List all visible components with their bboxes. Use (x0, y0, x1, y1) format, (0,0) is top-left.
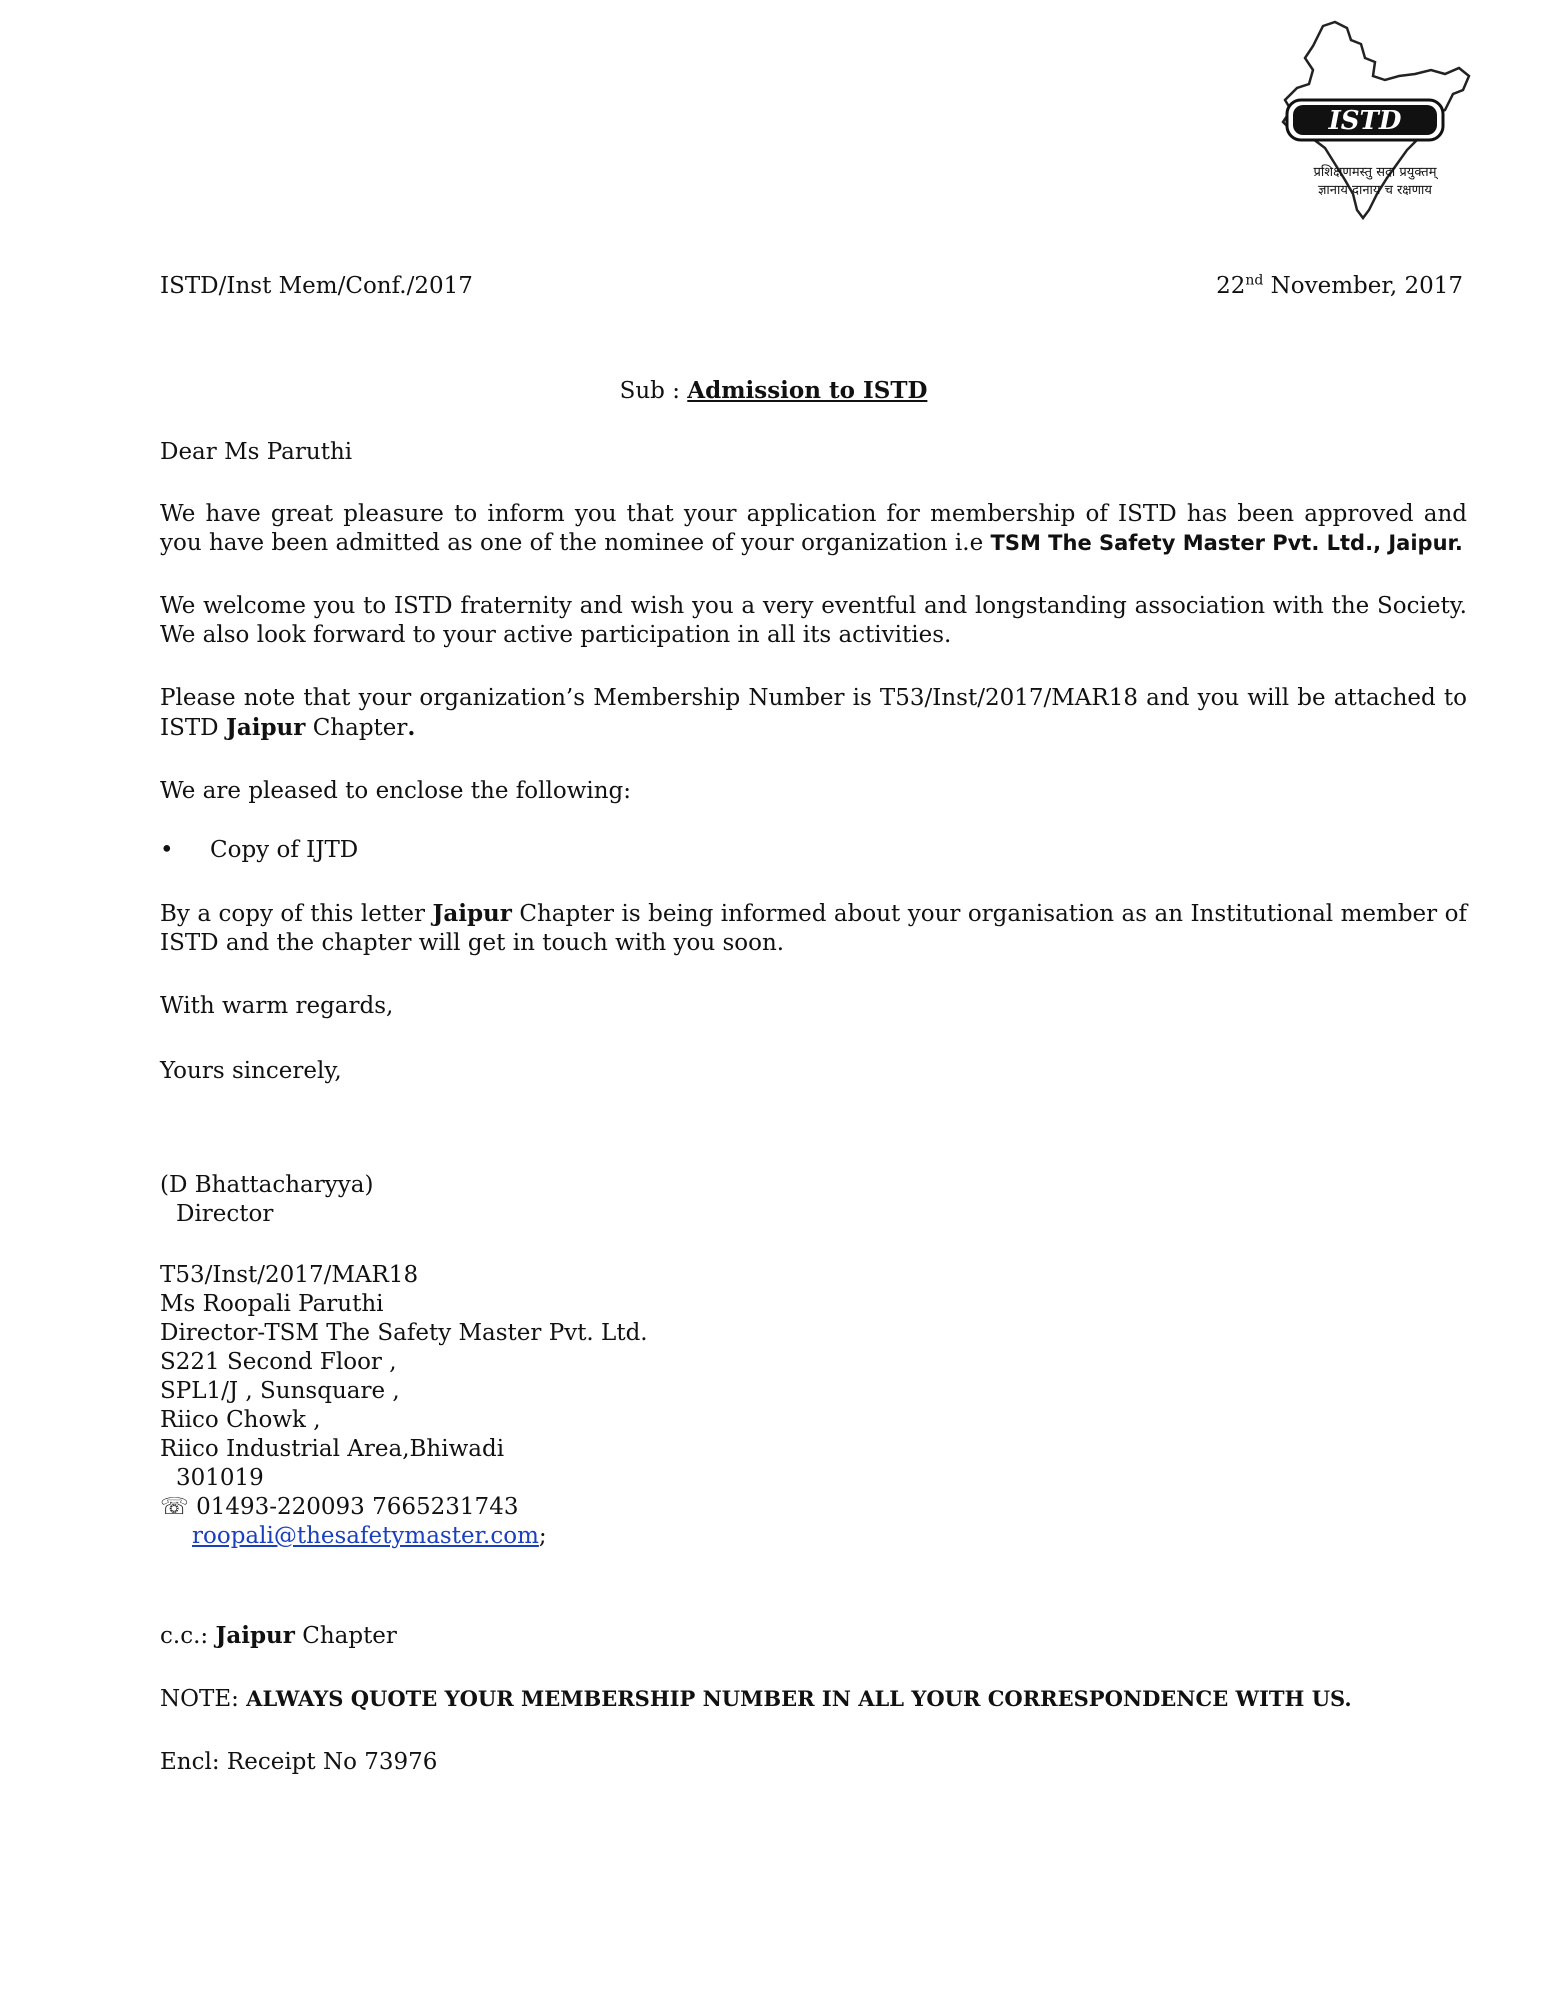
closing-yours: Yours sincerely, (160, 1058, 342, 1084)
recipient-email-line (160, 1522, 1467, 1551)
paragraph-chapter-informed (160, 899, 1467, 958)
recipient-phone: 01493-220093 7665231743 (188, 1494, 519, 1520)
recipient-address-line1: S221 Second Floor , (160, 1349, 397, 1375)
recipient-pin: 301019 (176, 1465, 264, 1491)
cc-suffix: Chapter (294, 1623, 397, 1649)
list-item (160, 836, 1467, 865)
logo-text: ISTD (1328, 106, 1402, 136)
reference-number: ISTD/Inst Mem/Conf./2017 (160, 273, 473, 299)
paragraph-membership-period: . (407, 714, 416, 741)
recipient-address-line3: Riico Chowk , (160, 1407, 321, 1433)
paragraph-chapter-suffix: Chapter is being informed about your organisation as an Institutional member of ISTD and the chapter will get in touch with you soon. (160, 901, 1467, 956)
phone-icon: ☏ (160, 1494, 189, 1520)
paragraph-membership-suffix: Chapter (305, 715, 408, 741)
istd-logo (1265, 18, 1485, 223)
subject-value: Admission to ISTD (687, 377, 928, 404)
paragraph-membership (160, 684, 1467, 743)
recipient-name: Ms Roopali Paruthi (160, 1291, 384, 1317)
chapter-name-2: Jaipur (432, 900, 512, 927)
cc-line (160, 1621, 1467, 1651)
organization-name: TSM The Safety Master Pvt. Ltd., Jaipur. (990, 531, 1463, 555)
date-rest: November, 2017 (1263, 273, 1463, 299)
signatory-name: (D Bhattacharyya) (160, 1172, 374, 1198)
recipient-membership-number: T53/Inst/2017/MAR18 (160, 1262, 419, 1288)
letter-date (1216, 272, 1463, 301)
paragraph-chapter-text: By a copy of this letter (160, 901, 433, 927)
bullet: • (160, 837, 174, 863)
recipient-designation: Director-TSM The Safety Master Pvt. Ltd. (160, 1320, 648, 1346)
recipient-address-line2: SPL1/J , Sunsquare , (160, 1378, 400, 1404)
paragraph-welcome: We welcome you to ISTD fraternity and wish you a very eventful and longstanding association with the Society. We also look forward to your active participation in all its activities. (160, 593, 1467, 648)
enclose-intro: We are pleased to enclose the following: (160, 778, 632, 804)
subject-label: Sub : (619, 378, 688, 404)
note-text: ALWAYS QUOTE YOUR MEMBERSHIP NUMBER IN ALL YOUR CORRESPONDENCE WITH US. (246, 1686, 1352, 1711)
logo-motto-line1: प्रशिक्षणमस्तु सदा प्रयुक्तम् (1313, 165, 1437, 180)
recipient-email-link[interactable]: roopali@thesafetymaster.com (192, 1523, 539, 1549)
salutation: Dear Ms Paruthi (160, 439, 353, 465)
recipient-address-line4: Riico Industrial Area,Bhiwadi (160, 1436, 505, 1462)
paragraph-membership-text: Please note that your organization’s Membership Number is T53/Inst/2017/MAR18 and you will be attached to ISTD (160, 685, 1467, 741)
signatory-title: Director (176, 1201, 274, 1227)
date-day: 22 (1216, 273, 1246, 299)
india-map-logo-icon (1265, 18, 1485, 223)
note-line (160, 1684, 1467, 1714)
logo-motto-line2: ज्ञानाय दानाय च रक्षणाय (1318, 183, 1432, 198)
letter-body (160, 438, 1467, 1777)
subject-line (0, 376, 1547, 406)
recipient-email-suffix: ; (538, 1523, 547, 1549)
date-suffix: nd (1245, 272, 1264, 289)
recipient-phone-line (160, 1493, 1467, 1522)
enclosure-receipt: Encl: Receipt No 73976 (160, 1749, 438, 1775)
signature-block (160, 1171, 1467, 1229)
paragraph-approval (160, 500, 1467, 558)
enclosure-list (160, 836, 1467, 865)
enclosure-item-text: Copy of IJTD (210, 837, 359, 863)
paragraph-approval-text: We have great pleasure to inform you that your application for membership of ISTD has been approved and you have been admitted as one of the nominee of your organization i.e (160, 501, 1467, 556)
chapter-name: Jaipur (225, 714, 306, 741)
note-label: NOTE: (160, 1686, 247, 1712)
cc-label: c.c.: (160, 1623, 216, 1649)
recipient-address (160, 1261, 1467, 1551)
closing-regards: With warm regards, (160, 993, 394, 1019)
cc-chapter: Jaipur (215, 1622, 295, 1649)
